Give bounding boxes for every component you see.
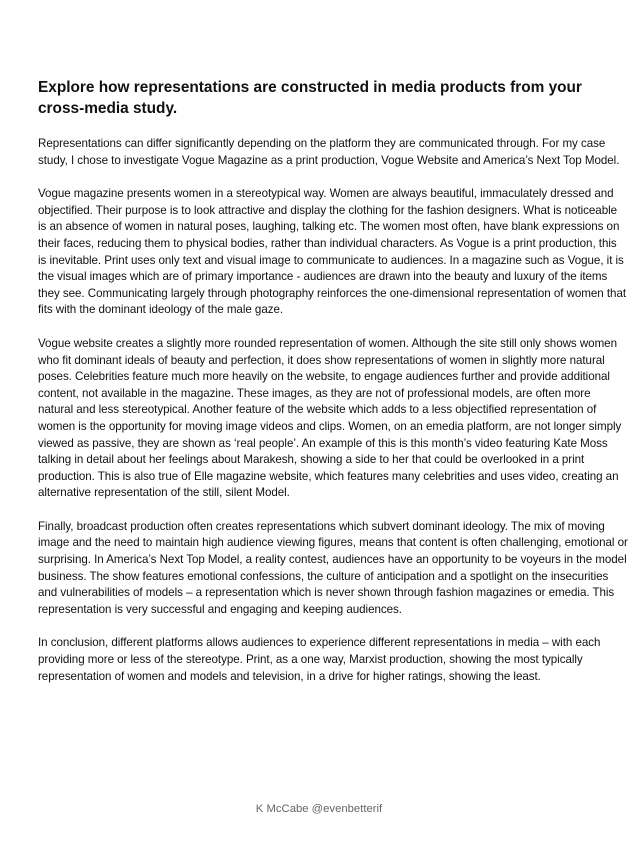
- paragraph-intro: Representations can differ significantly depending on the platform they are communicated through. For my case study, I chose to investigate Vogue Magazine as a print production, Vogue Website and America’s Next Top Model.: [38, 137, 620, 167]
- page-footer: K McCabe @evenbetterif: [255, 803, 383, 815]
- paragraph-conclusion: In conclusion, different platforms allows audiences to experience different representations in media – with each providing more or less of the stereotype. Print, as a one way, Marxist production, showing the most typically representation of women and models and television, in a drive for higher ratings, showing the least.: [38, 636, 601, 683]
- document-title: Explore how representations are constructed in media products from your cross-media study.: [38, 79, 582, 117]
- paragraph-vogue-website: Vogue website creates a slightly more rounded representation of women. Although the site still only shows women who fit dominant ideals of beauty and perfection, it does show representations of women in slightly more natural poses. Celebrities feature much more heavily on the website, to engage audiences further and provide additional content, not available in the magazine. These images, as they are not of professional models, are often more natural and less stereotypical. Another feature of the website which adds to a less objectified representation of women is the opportunity for moving image videos and clips. Women, on an emedia platform, are not longer simply viewed as passive, they are shown as ‘real people’. An example of this is this month’s video featuring Kate Moss talking in detail about her feelings about Marakesh, showing a side to her that could be overlooked in a print production. This is also true of Elle magazine website, which features many celebrities and uses video, creating an alternative representation of the still, silent Model.: [38, 336, 622, 500]
- document-body: [38, 136, 628, 702]
- paragraph-vogue-magazine: Vogue magazine presents women in a stereotypical way. Women are always beautiful, immaculately dressed and objectified. Their purpose is to look attractive and display the clothing for the fashion designers. What is noticeable is an absence of women in natural poses, laughing, talking etc. The women most often, have blank expressions on their faces, reducing them to physical bodies, rather than individual characters. As Vogue is a print production, this is inevitable. Print uses only text and visual image to communicate to audiences. In a magazine such as Vogue, it is the visual images which are of primary importance - audiences are drawn into the beauty and luxury of the items they see. Communicating largely through photography reinforces the one-dimensional representation of women that fits with the dominant ideology of the male gaze.: [38, 187, 627, 317]
- paragraph-broadcast: Finally, broadcast production often creates representations which subvert dominant ideology. The mix of moving image and the need to maintain high audience viewing figures, means that content is often challenging, emotional or surprising. In America’s Next Top Model, a reality contest, audiences have an opportunity to be voyeurs in the model business. The show features emotional confessions, the culture of anticipation and a spotlight on the insecurities and vulnerabilities of models – a representation which is never shown through fashion magazines or emedia. This representation is very successful and engaging and keeping audiences.: [38, 519, 628, 616]
